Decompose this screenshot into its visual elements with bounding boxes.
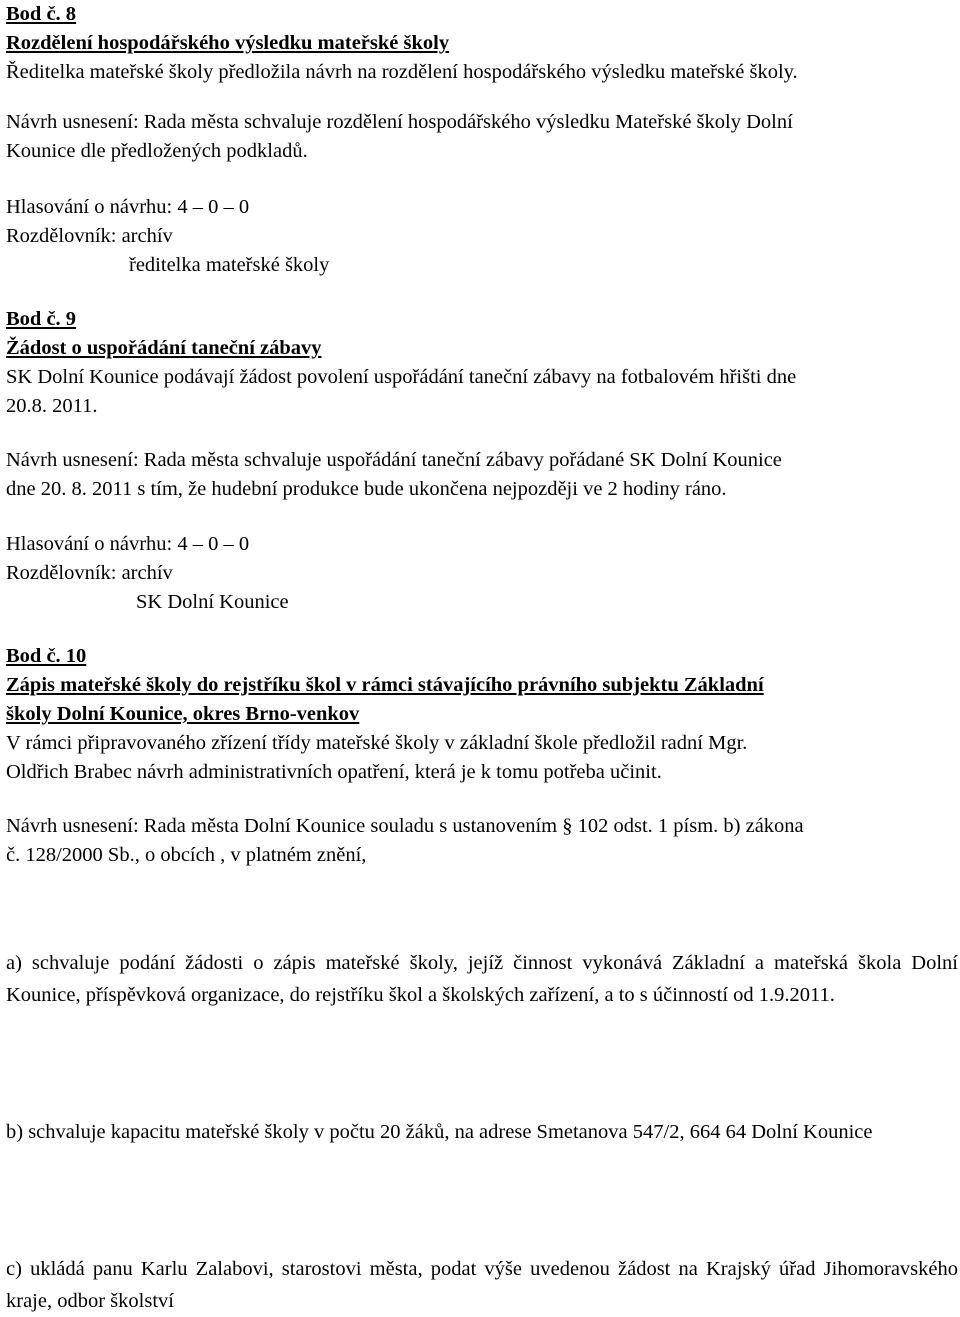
- item-8-vote-block: [6, 193, 958, 280]
- item-8-header: [6, 0, 958, 87]
- item-8-title: Rozdělení hospodářského výsledku mateřské školy: [6, 32, 450, 54]
- distribution-recipient: SK Dolní Kounice: [136, 591, 289, 613]
- point-text: b) schvaluje kapacitu mateřské školy v počtu 20 žáků, na adrese Smetanova 547/2, 664 64 Dolní Kounice: [6, 1121, 873, 1143]
- distribution-label: Rozdělovník: archív: [6, 225, 173, 247]
- item-10-point-a: [6, 947, 958, 1011]
- point-text: a) schvaluje podání žádosti o zápis mateřské školy, jejíž činnost vykonává Základní a mateřská škola Dolní Kounice, příspěvková organizace, do rejstříku škol a školských zařízení, a to s účinností od 1.9.2011.: [6, 952, 958, 1006]
- item-8-proposal: [6, 108, 958, 166]
- proposal-line: č. 128/2000 Sb., o obcích , v platném znění,: [6, 844, 367, 866]
- item-10-description-line: Oldřich Brabec návrh administrativních opatření, která je k tomu potřeba učinit.: [6, 761, 662, 783]
- distribution-label: Rozdělovník: archív: [6, 562, 173, 584]
- item-9-description-line: 20.8. 2011.: [6, 395, 98, 417]
- item-9-vote-block: [6, 530, 958, 617]
- item-9-proposal: [6, 446, 958, 504]
- item-10-point-b: [6, 1116, 958, 1148]
- item-9-header: [6, 305, 958, 421]
- proposal-line: Návrh usnesení: Rada města schvaluje uspořádání taneční zábavy pořádané SK Dolní Kounice: [6, 449, 782, 471]
- item-9-heading: Bod č. 9: [6, 308, 77, 330]
- vote-result: Hlasování o návrhu: 4 – 0 – 0: [6, 533, 250, 555]
- item-8-heading: Bod č. 8: [6, 3, 77, 25]
- item-10-proposal: [6, 812, 958, 870]
- proposal-line: Návrh usnesení: Rada města Dolní Kounice souladu s ustanovením § 102 odst. 1 písm. b) zákona: [6, 815, 804, 837]
- item-8-description: Ředitelka mateřské školy předložila návrh na rozdělení hospodářského výsledku mateřské školy.: [6, 61, 798, 83]
- item-10-header: [6, 642, 958, 787]
- item-10-title-line: Zápis mateřské školy do rejstříku škol v rámci stávajícího právního subjektu Základní: [6, 674, 764, 696]
- vote-result: Hlasování o návrhu: 4 – 0 – 0: [6, 196, 250, 218]
- proposal-line: dne 20. 8. 2011 s tím, že hudební produkce bude ukončena nejpozději ve 2 hodiny ráno.: [6, 478, 727, 500]
- item-10-point-c: [6, 1253, 958, 1317]
- proposal-line: Kounice dle předložených podkladů.: [6, 140, 308, 162]
- point-text: c) ukládá panu Karlu Zalabovi, starostovi města, podat výše uvedenou žádost na Krajský úřad Jihomoravského kraje, odbor školství: [6, 1258, 958, 1312]
- item-10-heading: Bod č. 10: [6, 645, 87, 667]
- item-10-description-line: V rámci připravovaného zřízení třídy mateřské školy v základní škole předložil radní Mgr.: [6, 732, 748, 754]
- distribution-recipient: ředitelka mateřské školy: [129, 254, 330, 276]
- proposal-line: Návrh usnesení: Rada města schvaluje rozdělení hospodářského výsledku Mateřské školy Dolní: [6, 111, 793, 133]
- item-10-title-line: školy Dolní Kounice, okres Brno-venkov: [6, 703, 360, 725]
- item-9-title: Žádost o uspořádání taneční zábavy: [6, 337, 322, 359]
- item-9-description-line: SK Dolní Kounice podávají žádost povolení uspořádání taneční zábavy na fotbalovém hřišti dne: [6, 366, 797, 388]
